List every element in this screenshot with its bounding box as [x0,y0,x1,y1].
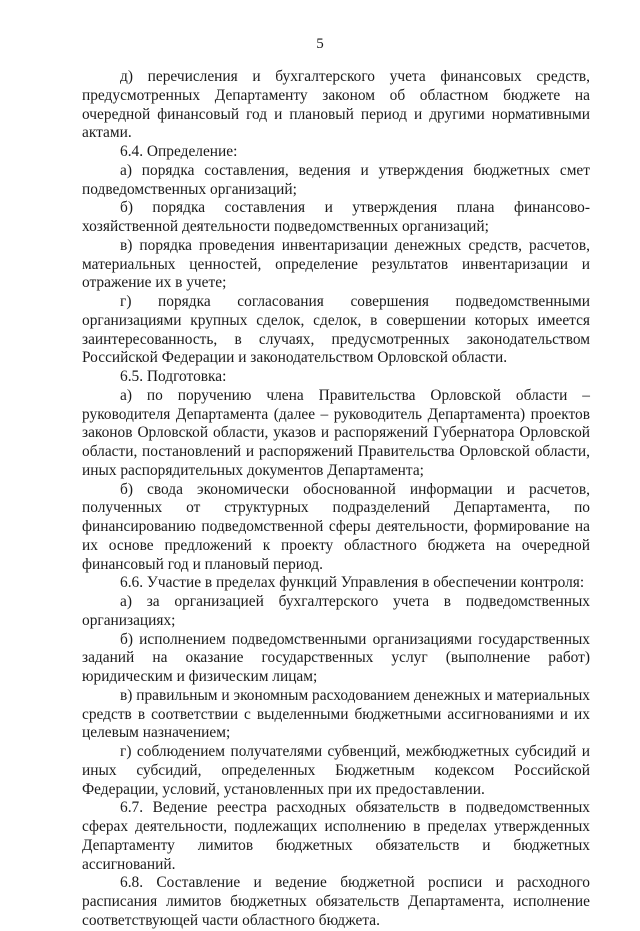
section-6-4-heading: 6.4. Определение: [120,143,238,160]
paragraph-d-accounting: д) перечисления и бухгалтерского учета финансовых средств, предусмотренных Департаменту законом об областном бюджете на очередной финансовый год и плановый период и другими нормативными актами. [82,68,590,142]
paragraph-6-6-b: б) исполнением подведомственными организациями государственных заданий на оказание государственных услуг (выполнение работ) юридическим и физическим лицам; [82,630,590,685]
section-6-5-heading: 6.5. Подготовка: [120,368,227,385]
section-6-8: 6.8. Составление и ведение бюджетной росписи и расходного расписания лимитов бюджетных обязательств Департамента, исполнение соответствующей части областного бюджета. [82,874,590,929]
paragraph-6-6-v: в) правильным и экономным расходованием денежных и материальных средств в соответствии с выделенными бюджетными ассигнованиями и их целевым назначением; [82,686,590,742]
paragraph-6-4-g: г) порядка согласования совершения подведомственными организациями крупных сделок, сделок, в совершении которых имеется заинтересованность, в случаях, предусмотренных законодательством Российской Федерации и законодательством Орловской области. [82,293,590,367]
paragraph-6-6-a: а) за организацией бухгалтерского учета в подведомственных организациях; [82,593,590,629]
page-number: 5 [316,36,324,52]
paragraph-6-5-a: а) по поручению члена Правительства Орловской области – руководителя Департамента (далее – руководитель Департамента) проектов законов Орловской области, указов и распоряжений Губернатора Орловской области, постановлений и распоряжений Правительства Орловской области, иных распорядительных документов Департамента; [82,386,590,479]
section-6-7: 6.7. Ведение реестра расходных обязательств в подведомственных сферах деятельности, подлежащих исполнению в пределах утвержденных Департаменту лимитов бюджетных обязательств и бюджетных ассигнований. [82,799,590,873]
section-6-6-heading: 6.6. Участие в пределах функций Управления в обеспечении контроля: [120,574,585,592]
paragraph-6-6-g: г) соблюдением получателями субвенций, межбюджетных субсидий и иных субсидий, определенных Бюджетным кодексом Российской Федерации, условий, установленных при их предоставлении. [82,743,590,798]
paragraph-6-4-b: б) порядка составления и утверждения плана финансово-хозяйственной деятельности подведомственных организаций; [82,199,590,235]
paragraph-6-4-a: а) порядка составления, ведения и утверждения бюджетных смет подведомственных организаций; [82,161,590,198]
paragraph-6-4-v: в) порядка проведения инвентаризации денежных средств, расчетов, материальных ценностей, определение результатов инвентаризации и отражение их в учете; [82,236,590,292]
paragraph-6-5-b: б) свода экономически обоснованной информации и расчетов, полученных от структурных подразделений Департамента, по финансированию подведомственной сферы деятельности, формирование на их основе предложений к проекту областного бюджета на очередной финансовый год и плановый период. [82,480,590,573]
document-body [82,68,590,931]
